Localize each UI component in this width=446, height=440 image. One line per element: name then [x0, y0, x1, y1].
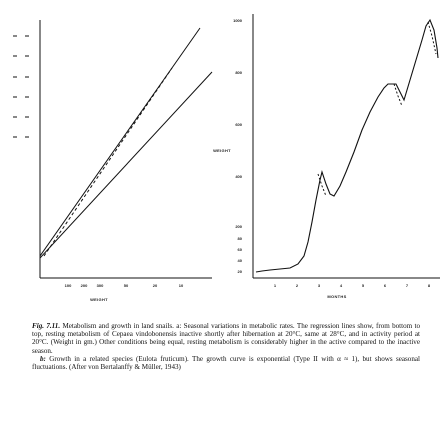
- panel-a-x-tick-label: 10: [178, 283, 184, 288]
- regression-line-inactive-28c: [44, 68, 172, 256]
- panel-b-y-tick-label: 80: [237, 236, 242, 241]
- panel-a-x-tick-label: 300: [96, 283, 104, 288]
- caption-part-a: Metabolism and growth in land snails. a: Seasonal variations in metabolic rates. The regression lines show, from bottom to top, resting metabolism of Cepaea vindobonensis inactive shortly after hibernation at 20°C, same at 28°C, and in activity period at 20°C. (Weight in gm.) Other conditions being equal, resting metabolism is considerably higher in the active compared to the inactive season.: [32, 322, 421, 355]
- panel-a-x-tick-label: 100: [64, 283, 72, 288]
- caption-part-b-marker: b:: [40, 354, 46, 363]
- panel-b-y-axis-title: WEIGHT: [213, 148, 231, 153]
- panel-b: [213, 14, 440, 299]
- panel-b-y-tick-label: 800: [235, 70, 242, 75]
- panel-a-x-axis-title: WEIGHT: [90, 297, 108, 302]
- panel-b-y-tick-label: 20: [237, 269, 242, 274]
- panel-a-x-tick-label: 20: [152, 283, 158, 288]
- caption-part-b: Growth in a related species (Eulota fruticum). The growth curve is exponential (Type II with α ≈ 1), but shows seasonal fluctuations. (After von Bertalanffy & Müller, 1943): [32, 354, 420, 372]
- figure-label: Fig. 7.11.: [32, 322, 61, 330]
- panel-b-y-tick-label: 400: [235, 174, 242, 179]
- panel-b-x-axis-title: MONTHS: [327, 294, 347, 299]
- panel-b-y-tick-label: 40: [237, 258, 242, 263]
- panel-b-x-tick-label: 6: [383, 283, 387, 288]
- panel-b-x-tick-label: 8: [427, 283, 431, 288]
- panel-b-x-tick-label: 5: [361, 283, 365, 288]
- panel-b-x-tick-label: 2: [295, 283, 299, 288]
- panel-b-x-tick-label: 3: [317, 283, 321, 288]
- panel-a: [13, 20, 212, 302]
- panel-b-y-tick-label: 60: [237, 247, 242, 252]
- regression-line-active-20c: [40, 28, 200, 256]
- panel-b-y-tick-label: 600: [235, 122, 242, 127]
- growth-curve: [256, 20, 438, 272]
- panel-a-x-tick-label: 50: [123, 283, 129, 288]
- panel-b-y-tick-label: 200: [235, 224, 242, 229]
- panel-b-x-tick-label: 4: [339, 283, 343, 288]
- panel-b-y-tick-label: 1000: [233, 18, 242, 23]
- panel-b-x-tick-label: 7: [405, 283, 409, 288]
- figure-caption: [32, 322, 420, 371]
- panel-a-x-tick-label: 200: [80, 283, 88, 288]
- panel-b-x-tick-label: 1: [273, 283, 277, 288]
- panel-a-y-ticks: [13, 36, 29, 137]
- regression-line-inactive-20c: [40, 72, 212, 258]
